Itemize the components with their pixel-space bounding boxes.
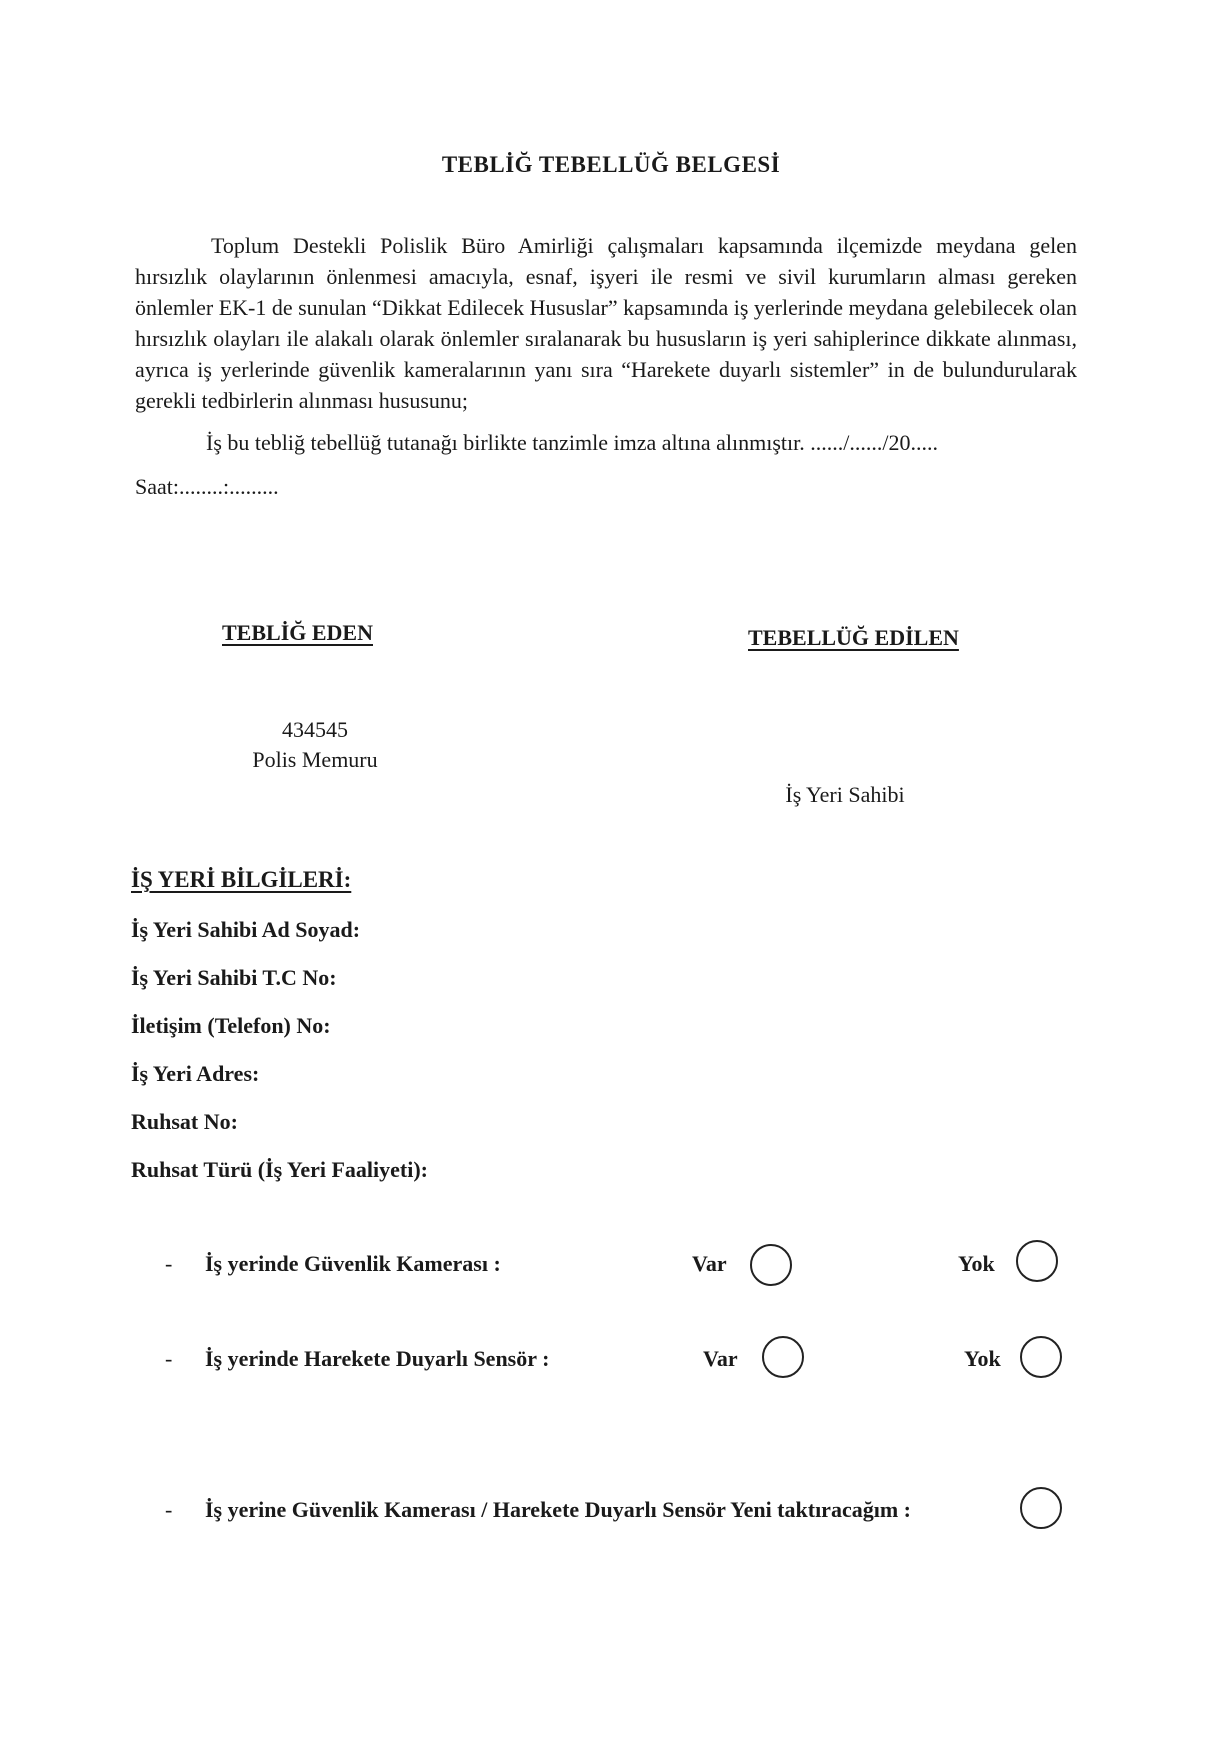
owner-role: İş Yeri Sahibi bbox=[785, 782, 905, 807]
field-phone: İletişim (Telefon) No: bbox=[131, 1013, 331, 1038]
field-address: İş Yeri Adres: bbox=[131, 1061, 260, 1086]
time-line: Saat:........:......... bbox=[135, 474, 279, 499]
teblig-eden-heading: TEBLİĞ EDEN bbox=[222, 620, 373, 645]
camera-yok-checkbox[interactable] bbox=[1016, 1240, 1058, 1282]
sensor-option-row bbox=[165, 1346, 549, 1372]
field-owner-name: İş Yeri Sahibi Ad Soyad: bbox=[131, 917, 361, 942]
sensor-yok-label: Yok bbox=[964, 1346, 1001, 1371]
sensor-yok-checkbox[interactable] bbox=[1020, 1336, 1062, 1378]
paragraph-text: Toplum Destekli Polislik Büro Amirliği çalışmaları kapsamında ilçemizde meydana gelen hırsızlık olaylarının önlenmesi amacıyla, esnaf, işyeri ile resmi ve sivil kurumların alması gereken önlemler EK-1 de sunulan “Dikkat Edilecek Hususlar” kapsamında iş yerlerinde meydana gelebilecek olan hırsızlık olayları ile alakalı olarak önlemler sıralanarak bu hususların iş yeri sahiplerince dikkate alınması, ayrıca iş yerlerinde güvenlik kameralarının yanı sıra “Harekete duyarlı sistemler” in de bulundurularak gerekli tedbirlerin alınması hususunu; bbox=[135, 233, 1077, 413]
sensor-var-checkbox[interactable] bbox=[762, 1336, 804, 1378]
officer-role: Polis Memuru bbox=[252, 747, 378, 772]
tebellug-edilen-heading: TEBELLÜĞ EDİLEN bbox=[748, 625, 959, 650]
workplace-info-heading: İŞ YERİ BİLGİLERİ: bbox=[131, 867, 352, 892]
statement-line: İş bu tebliğ tebellüğ tutanağı birlikte tanzimle imza altına alınmıştır. ....../....../20..... bbox=[206, 430, 938, 455]
field-license-no: Ruhsat No: bbox=[131, 1109, 238, 1134]
field-license-type: Ruhsat Türü (İş Yeri Faaliyeti): bbox=[131, 1157, 428, 1182]
new-install-label: İş yerine Güvenlik Kamerası / Harekete Duyarlı Sensör Yeni taktıracağım : bbox=[205, 1497, 911, 1522]
camera-option-row bbox=[165, 1251, 501, 1277]
sensor-var-label: Var bbox=[703, 1346, 738, 1371]
camera-yok-label: Yok bbox=[958, 1251, 995, 1276]
document-title: TEBLİĞ TEBELLÜĞ BELGESİ bbox=[441, 152, 781, 177]
camera-var-checkbox[interactable] bbox=[750, 1244, 792, 1286]
body-paragraph bbox=[135, 230, 1077, 416]
camera-label: İş yerinde Güvenlik Kamerası : bbox=[205, 1251, 501, 1276]
bullet-dash: - bbox=[165, 1346, 173, 1371]
bullet-dash: - bbox=[165, 1497, 173, 1522]
new-install-option-row bbox=[165, 1497, 911, 1523]
new-install-checkbox[interactable] bbox=[1020, 1487, 1062, 1529]
bullet-dash: - bbox=[165, 1251, 173, 1276]
field-owner-tc: İş Yeri Sahibi T.C No: bbox=[131, 965, 337, 990]
camera-var-label: Var bbox=[692, 1251, 727, 1276]
officer-number: 434545 bbox=[282, 717, 348, 742]
sensor-label: İş yerinde Harekete Duyarlı Sensör : bbox=[205, 1346, 550, 1371]
